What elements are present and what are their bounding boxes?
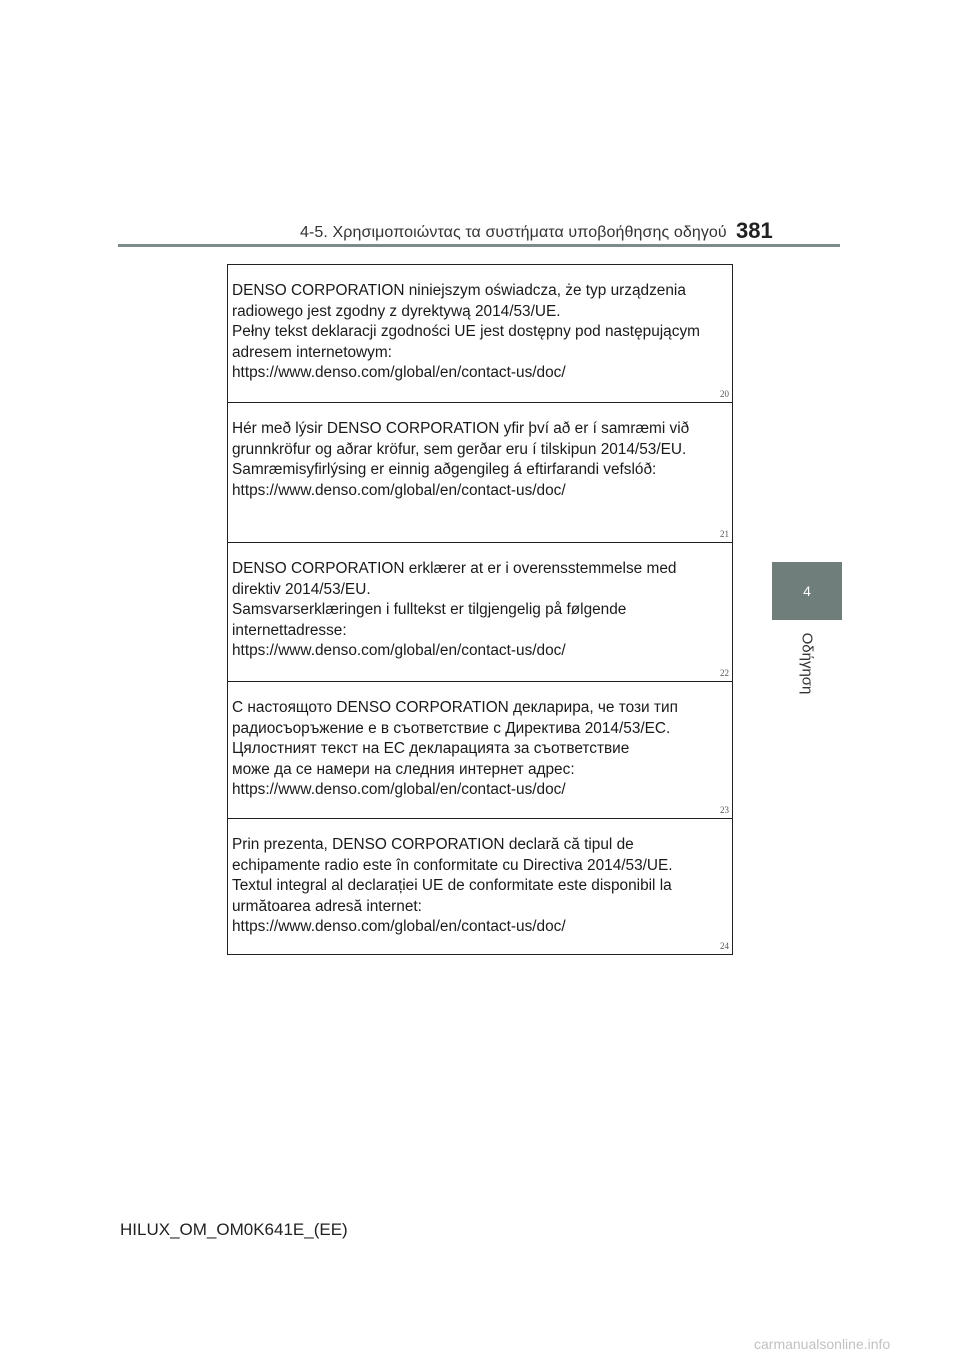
declaration-line: С настоящото DENSO CORPORATION декларира, че този тип <box>232 699 678 716</box>
declaration-line: adresem internetowym: <box>232 343 392 361</box>
chapter-tab <box>772 562 842 620</box>
declaration-url-link[interactable]: https://www.denso.com/global/en/contact-us/doc/ <box>232 781 566 799</box>
declaration-url-link[interactable]: https://www.denso.com/global/en/contact-us/doc/ <box>232 642 566 660</box>
chapter-number: 4 <box>803 583 811 599</box>
declaration-polish <box>228 265 732 403</box>
declaration-url-link[interactable]: https://www.denso.com/global/en/contact-us/doc/ <box>232 918 566 936</box>
declaration-ref-number: 24 <box>720 941 729 951</box>
declaration-line: може да се намери на следния интернет адрес: <box>232 760 575 778</box>
declaration-ref-number: 21 <box>720 529 729 539</box>
declaration-ref-number: 23 <box>720 805 729 815</box>
declaration-line: Prin prezenta, DENSO CORPORATION declară că tipul de <box>232 836 634 853</box>
declaration-line: Textul integral al declarației UE de conformitate este disponibil la <box>232 877 672 895</box>
declaration-line: grunnkröfur og aðrar kröfur, sem gerðar eru í tilskipun 2014/53/EU. <box>232 440 687 458</box>
declaration-line: Samræmisyfirlýsing er einnig aðgengileg á eftirfarandi vefslóð: <box>232 461 657 479</box>
declaration-line: Pełny tekst deklaracji zgodności UE jest dostępny pod następującym <box>232 323 700 341</box>
document-code: HILUX_OM_OM0K641E_(EE) <box>120 1220 348 1239</box>
declaration-line: radiowego jest zgodny z dyrektywą 2014/53/UE. <box>232 302 561 320</box>
declaration-line: радиосъоръжение е в съответствие с Директива 2014/53/ЕС. <box>232 719 671 737</box>
declaration-line: Цялостният текст на ЕС декларацията за съответствие <box>232 740 630 758</box>
watermark: carmanualsonline.info <box>754 1336 891 1352</box>
declaration-line: DENSO CORPORATION niniejszym oświadcza, że typ urządzenia <box>232 282 686 299</box>
declarations-table <box>227 264 733 955</box>
declaration-bulgarian <box>228 682 732 819</box>
declaration-line: direktiv 2014/53/EU. <box>232 580 371 598</box>
declaration-line: DENSO CORPORATION erklærer at er i overensstemmelse med <box>232 560 677 577</box>
declaration-romanian <box>228 819 732 954</box>
declaration-url-link[interactable]: https://www.denso.com/global/en/contact-us/doc/ <box>232 364 566 382</box>
declaration-line: internettadresse: <box>232 621 347 639</box>
declaration-line: Samsvarserklæringen i fulltekst er tilgjengelig på følgende <box>232 601 627 619</box>
declaration-url-link[interactable]: https://www.denso.com/global/en/contact-us/doc/ <box>232 481 566 499</box>
chapter-label <box>785 628 829 698</box>
chapter-label-text: Οδήγηση <box>798 632 816 694</box>
declaration-line: următoarea adresă internet: <box>232 897 422 915</box>
declaration-line: echipamente radio este în conformitate cu Directiva 2014/53/UE. <box>232 856 673 874</box>
declaration-norwegian <box>228 543 732 682</box>
section-title: 4-5. Χρησιμοποιώντας τα συστήματα υποβοήθησης οδηγού <box>300 224 727 241</box>
page-number: 381 <box>736 218 773 243</box>
declaration-line: Hér með lýsir DENSO CORPORATION yfir því að er í samræmi við <box>232 420 690 437</box>
declaration-ref-number: 20 <box>720 389 729 399</box>
declaration-ref-number: 22 <box>720 668 729 678</box>
declaration-icelandic <box>228 403 732 543</box>
header-divider <box>118 244 840 247</box>
